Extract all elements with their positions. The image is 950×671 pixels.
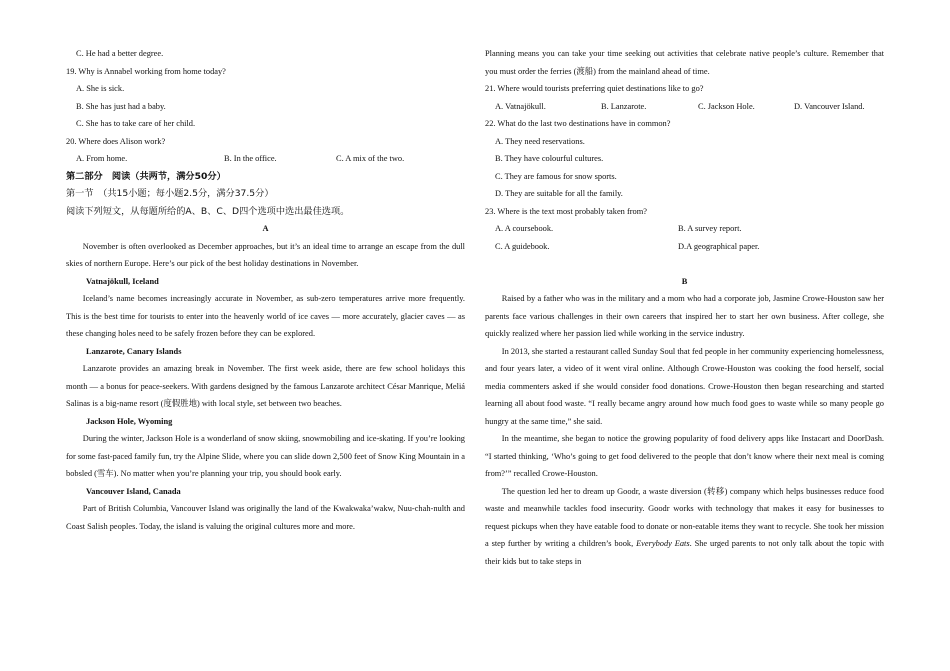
passage-a-label: A xyxy=(262,224,269,233)
vancouver-text-continued: Planning means you can take your time seeking out activities that celebrate native people’s culture. Remember that you must order the ferries (渡船) from the mainland ahead of time. xyxy=(485,49,884,76)
passage-b-label: B xyxy=(681,276,688,286)
q20-options xyxy=(66,150,465,168)
question-21: 21. Where would tourists preferring quiet destinations like to go? xyxy=(485,84,704,93)
q19-option-b: B. She has just had a baby. xyxy=(76,101,166,111)
q19-option-a: A. She is sick. xyxy=(76,84,125,93)
q23-option-d: D.A geographical paper. xyxy=(678,241,760,251)
destination-heading-jackson-hole: Jackson Hole, Wyoming xyxy=(86,416,173,426)
q21-option-b: B. Lanzarote. xyxy=(601,101,647,111)
q23-option-c: C. A guidebook. xyxy=(495,241,550,251)
q21-option-a: A. Vatnajökull. xyxy=(495,101,546,111)
right-column xyxy=(485,45,884,570)
reading-instructions: 阅读下列短文，从每题所给的A、B、C、D四个选项中选出最佳选项。 xyxy=(66,205,350,217)
q22-option-d: D. They are suitable for all the family. xyxy=(495,189,623,198)
q20-option-a: A. From home. xyxy=(76,154,128,163)
destination-heading-vancouver-island: Vancouver Island, Canada xyxy=(86,486,181,496)
part-two-heading: 第二部分 阅读（共两节，满分50分） xyxy=(66,170,226,182)
q21-options xyxy=(485,98,884,116)
q19-option-c: C. She has to take care of her child. xyxy=(76,119,196,128)
destination-text-vancouver-island: Part of British Columbia, Vancouver Island was originally the land of the Kwakwaka’wakw, Nuu-chah-nulth and Coast Salish peoples. Today, the island is valuing the original cultures more and more. xyxy=(66,504,465,531)
q22-option-c: C. They are famous for snow sports. xyxy=(495,171,617,181)
passage-a-intro: November is often overlooked as December approaches, but it’s an ideal time to arrange an escape from the dull skies of northern Europe. Here’s our pick of the best holiday destinations in November. xyxy=(66,241,465,268)
question-22: 22. What do the last two destinations have in common? xyxy=(485,119,671,128)
destination-heading-lanzarote: Lanzarote, Canary Islands xyxy=(86,346,182,356)
q22-option-a: A. They need reservations. xyxy=(495,136,585,146)
section-one-heading: 第一节 （共15小题；每小题2.5分，满分37.5分） xyxy=(66,188,274,199)
passage-b-paragraph-3: In the meantime, she began to notice the growing popularity of food delivery apps like Instacart and DoorDash. “I started thinking, ‘Who’s going to get food delivered to the people that don’t know where their next meal is coming from?’” recalled Crowe-Houston. xyxy=(485,434,884,478)
q21-option-c: C. Jackson Hole. xyxy=(698,101,755,111)
question-20: 20. Where does Alison work? xyxy=(66,136,166,146)
destination-text-vatnajokull: Iceland’s name becomes increasingly accurate in November, as sub-zero temperatures arrive more frequently. This is the best time for tourists to enter into the heavenly world of ice caves — more accurately, glacier caves — as these changing holes need to be safely frozen before they can be explored. xyxy=(66,294,465,338)
destination-heading-vatnajokull: Vatnajökull, Iceland xyxy=(86,276,159,286)
q21-option-d: D. Vancouver Island. xyxy=(794,101,865,111)
left-column xyxy=(66,45,465,535)
q20-option-c: C. A mix of the two. xyxy=(336,154,405,163)
passage-b-paragraph-4 xyxy=(485,483,884,571)
q20-option-b: B. In the office. xyxy=(224,154,277,163)
q22-option-b: B. They have colourful cultures. xyxy=(495,154,604,163)
q23-options-row-2 xyxy=(485,238,884,256)
q23-option-b: B. A survey report. xyxy=(678,224,742,233)
destination-text-lanzarote: Lanzarote provides an amazing break in November. The first week aside, there are few school holidays this month — a bonus for peace-seekers. With gardens designed by the famous Lanzarote architect César Manrique, Meliá Salinas is a big-name resort (度假胜地) with local style, set between two beaches. xyxy=(66,364,465,408)
q23-option-a: A. A coursebook. xyxy=(495,224,554,233)
passage-b-paragraph-1: Raised by a father who was in the military and a mom who had a corporate job, Jasmine Crowe-Houston saw her parents face various challenges in their own careers that inspired her to start her own business. After college, she quickly realized where her passion lied while working in the service industry. xyxy=(485,294,884,338)
book-title: Everybody Eats xyxy=(636,539,690,548)
q18-option-c: C. He had a better degree. xyxy=(76,49,164,58)
destination-text-jackson-hole: During the winter, Jackson Hole is a wonderland of snow skiing, snowmobiling and ice-skating. If you’re looking for some fast-paced family fun, try the Alpine Slide, where you can slide down 2,500 feet of Snow King Mountain in a bobsled (雪车). No matter when you’re planning your trip, you should book early. xyxy=(66,434,465,478)
passage-b-paragraph-2: In 2013, she started a restaurant called Sunday Soul that fed people in her community experiencing homelessness, and four years later, a video of it went viral online. Although Crowe-Houston was cooking the food herself, social media commenters asked if she would consider food donations. Crowe-Houston then began researching and started learning all about food waste. “I really became angry around how much food goes to waste while so many people go hungry at the same time,” she said. xyxy=(485,346,884,426)
spacer xyxy=(485,255,884,273)
paragraph-4-text-end: . She urged parents to not only talk about the topic with their kids but to take steps in xyxy=(485,539,884,566)
question-19: 19. Why is Annabel working from home today? xyxy=(66,66,226,76)
question-23: 23. Where is the text most probably taken from? xyxy=(485,206,647,216)
paragraph-4-text: The question led her to dream up Goodr, a waste diversion (转移) company which helps businesses reduce food waste and meanwhile tackles food insecurity. Goodr works with technology that makes it easy for businesses to request pickups when they have eatable food to donate or non-eatable items they want to recycle. She took her mission a step further by writing a children’s book, xyxy=(485,486,884,548)
q23-options-row-1 xyxy=(485,220,884,238)
